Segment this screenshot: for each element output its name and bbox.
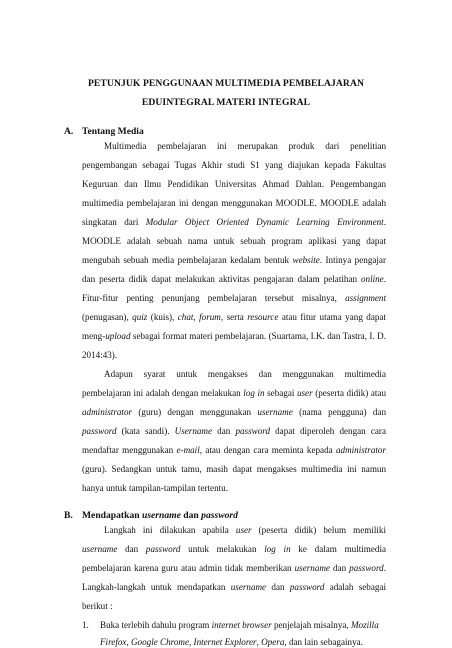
document-title-line-2: EDUINTEGRAL MATERI INTEGRAL (141, 97, 311, 108)
italic-term: resource (247, 312, 279, 322)
paragraph-line: meng-upload sebagai format materi pembelajaran. (Suartama, I.K. dan Tastra, I. D. (82, 331, 386, 341)
italic-term: username (230, 582, 267, 592)
italic-term: quiz (132, 312, 148, 322)
paragraph-line: singkatan dari Modular Object Oriented Dynamic Learning Environment. (82, 217, 386, 227)
italic-term: online (360, 274, 384, 284)
list-item-continuation: Firefox, Google Chrome, Internet Explorer, Opera, dan lain sebagainya. (100, 637, 363, 647)
paragraph-line: pengembangan sebagai Tugas Akhir studi S1 yang diajukan kepada Fakultas (82, 160, 386, 170)
paragraph-line: Keguruan dan Ilmu Pendidikan Universitas Ahmad Dahlan. Pengembangan (82, 179, 386, 189)
section-a-heading (64, 126, 144, 137)
paragraph-line: Multimedia pembelajaran ini merupakan produk dari penelitian (104, 141, 386, 151)
paragraph-line: Langkah-langkah untuk mendapatkan username dan password adalah sebagai (82, 582, 386, 592)
italic-term: website (292, 255, 320, 265)
section-a-letter: A. (64, 126, 74, 137)
italic-term: Internet Explorer (193, 637, 257, 647)
paragraph-line: pembelajaran ini adalah dengan melakukan log in sebagai user (peserta didik) atau (82, 388, 386, 398)
italic-term: username (257, 407, 293, 417)
paragraph-line: berikut : (82, 601, 113, 611)
italic-term: username (82, 544, 118, 554)
italic-term: username (141, 510, 181, 521)
italic-term: Firefox (100, 637, 127, 647)
paragraph-line: username dan password untuk melakukan log in ke dalam multimedia (82, 544, 387, 554)
paragraph-line: mendaftar menggunakan e-mail, atau dengan cara meminta kepada administrator (82, 445, 387, 455)
italic-term: password (145, 544, 181, 554)
list-item (82, 620, 379, 631)
italic-term: Modular Object Oriented Dynamic Learning Environment (145, 217, 384, 227)
paragraph-line: dan peserta didik dapat melakukan aktivitas pengajaran dalam pelatihan online. (82, 274, 386, 284)
italic-term: internet browser (211, 620, 272, 630)
italic-term: password (201, 510, 238, 521)
italic-term: password (349, 563, 384, 573)
paragraph-line: (penugasan), quiz (kuis), chat, forum, serta resource atau fitur utama yang dapat (82, 312, 387, 322)
italic-term: upload (105, 331, 131, 341)
italic-term: log in (243, 388, 265, 398)
paragraph-line: administrator (guru) dengan menggunakan username (nama pengguna) dan (82, 407, 386, 417)
italic-term: Username (174, 426, 213, 436)
paragraph-line: Adapun syarat untuk mengakses dan menggunakan multimedia (104, 369, 386, 379)
italic-term: assignment (345, 293, 386, 303)
paragraph-line: Fitur-fitur penting penunjang pembelajaran tersebut misalnya, assignment (82, 293, 386, 303)
section-b-title: Mendapatkan username dan password (82, 510, 238, 521)
paragraph-line: password (kata sandi). Username dan password dapat diperoleh dengan cara (82, 426, 386, 436)
section-a-title: Tentang Media (82, 126, 144, 137)
paragraph-line: pembelajaran karena guru atau admin tidak memberikan username dan password. (82, 563, 386, 573)
document-title-line-1: PETUNJUK PENGGUNAAN MULTIMEDIA PEMBELAJARAN (87, 78, 365, 89)
paragraph-line: hanya untuk tampilan-tampilan tertentu. (82, 483, 228, 493)
paragraph-line: multimedia pembelajaran ini dengan menggunakan MOODLE. MOODLE adalah (82, 198, 386, 208)
italic-term: user (235, 525, 252, 535)
italic-term: chat (177, 312, 194, 322)
italic-term: password (235, 426, 270, 436)
italic-term: password (289, 582, 325, 592)
italic-term: e-mail (176, 445, 200, 455)
italic-term: administrator (335, 445, 387, 455)
italic-term: log in (264, 544, 291, 554)
paragraph-line: Langkah ini dilakukan apabila user (peserta didik) belum memiliki (104, 525, 386, 535)
italic-term: username (294, 563, 330, 573)
list-item-number: 1. (82, 620, 89, 630)
italic-term: administrator (82, 407, 133, 417)
italic-term: Google Chrome (130, 637, 189, 647)
italic-term: forum (199, 312, 221, 322)
italic-term: Mozilla (350, 620, 379, 630)
italic-term: password (82, 426, 117, 436)
italic-term: Opera (261, 637, 285, 647)
list-item-text: Buka terlebih dahulu program internet browser penjelajah misalnya, Mozilla (100, 620, 379, 630)
section-b-heading (64, 510, 238, 521)
paragraph-line: (guru). Sedangkan untuk tamu, masih dapat mengakses multimedia ini namun (82, 464, 386, 474)
paragraph-line: mengubah sebuah media pembelajaran kedalam bentuk website. Intinya pengajar (82, 255, 386, 265)
paragraph-line: MOODLE adalah sebuah nama untuk sebuah program aplikasi yang dapat (82, 236, 386, 246)
section-b-letter: B. (64, 510, 73, 521)
paragraph-line: 2014:43). (82, 350, 118, 360)
italic-term: user (296, 388, 313, 398)
